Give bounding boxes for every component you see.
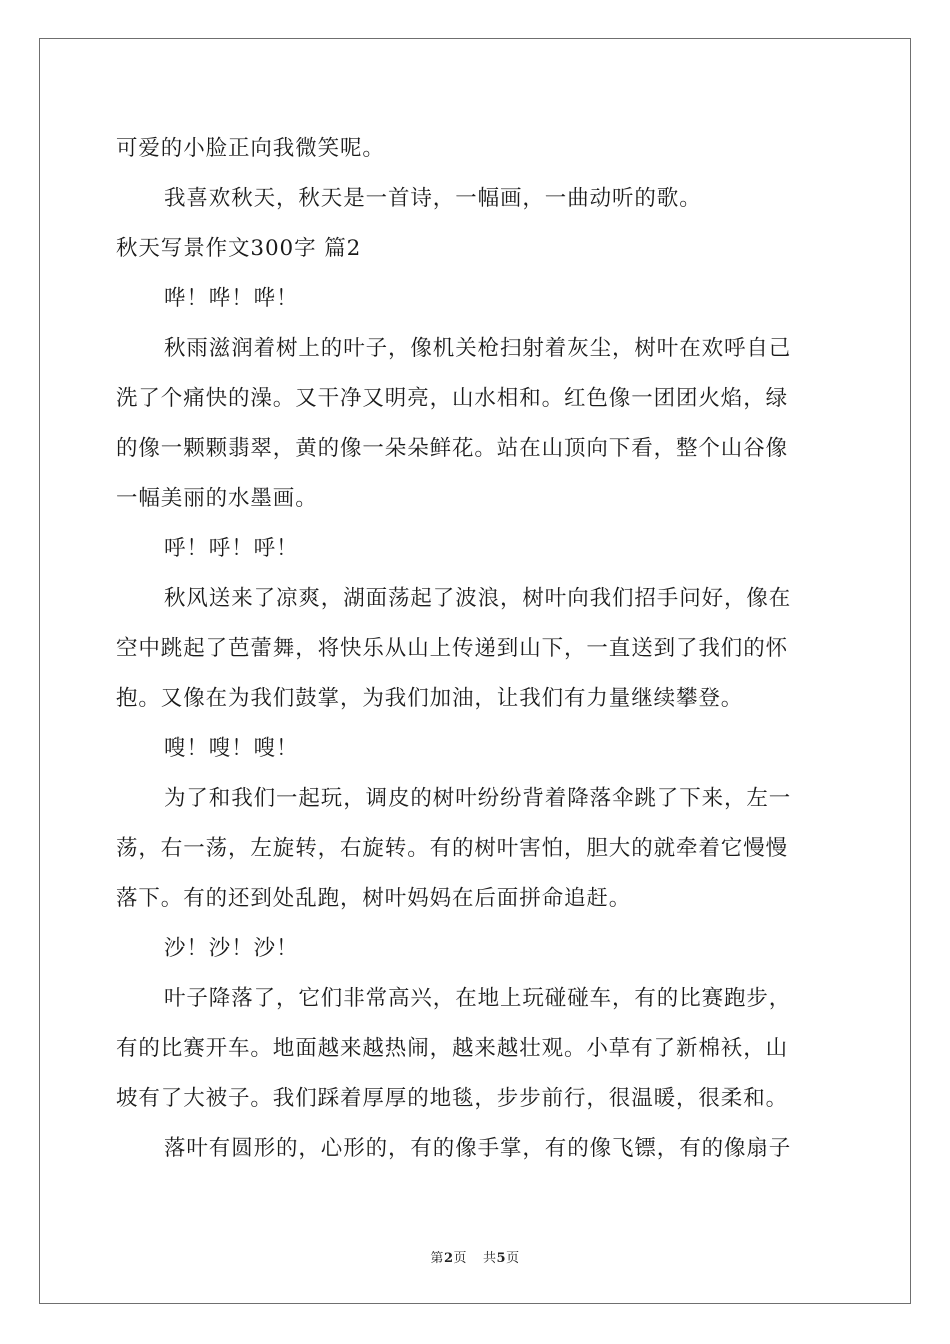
text-line-11: 空中跳起了芭蕾舞，将快乐从山上传递到山下，一直送到了我们的怀 bbox=[116, 636, 789, 661]
text-line-7: 的像一颗颗翡翠，黄的像一朵朵鲜花。站在山顶向下看，整个山谷像 bbox=[116, 436, 789, 461]
text-line-1: 可爱的小脸正向我微笑呢。 bbox=[116, 136, 385, 161]
text-line-16: 落下。有的还到处乱跑，树叶妈妈在后面拼命追赶。 bbox=[116, 886, 632, 911]
text-line-18: 叶子降落了，它们非常高兴，在地上玩碰碰车，有的比赛跑步， bbox=[164, 986, 792, 1011]
text-line-21: 落叶有圆形的，心形的，有的像手掌，有的像飞镖，有的像扇子 bbox=[164, 1136, 792, 1161]
page-footer bbox=[0, 1247, 950, 1266]
text-line-5: 秋雨滋润着树上的叶子，像机关枪扫射着灰尘，树叶在欢呼自己 bbox=[164, 336, 792, 361]
footer-page-prefix: 第 bbox=[430, 1251, 444, 1266]
text-line-14: 为了和我们一起玩，调皮的树叶纷纷背着降落伞跳了下来，左一 bbox=[164, 786, 792, 811]
text-line-8: 一幅美丽的水墨画。 bbox=[116, 486, 318, 511]
text-line-20: 坡有了大被子。我们踩着厚厚的地毯，步步前行，很温暖，很柔和。 bbox=[116, 1086, 789, 1111]
footer-page-suffix: 页 bbox=[453, 1251, 467, 1266]
footer-total-suffix: 页 bbox=[506, 1251, 520, 1266]
text-line-4: 哗！哗！哗！ bbox=[164, 286, 299, 311]
text-line-6: 洗了个痛快的澡。又干净又明亮，山水相和。红色像一团团火焰，绿 bbox=[116, 386, 789, 411]
section-heading: 秋天写景作文300字 篇2 bbox=[116, 236, 362, 261]
text-line-17: 沙！沙！沙！ bbox=[164, 936, 299, 961]
footer-page-number: 2 bbox=[443, 1251, 454, 1266]
text-line-15: 荡，右一荡，左旋转，右旋转。有的树叶害怕，胆大的就牵着它慢慢 bbox=[116, 836, 789, 861]
text-line-19: 有的比赛开车。地面越来越热闹，越来越壮观。小草有了新棉袄，山 bbox=[116, 1036, 789, 1061]
text-line-9: 呼！呼！呼！ bbox=[164, 536, 299, 561]
text-line-10: 秋风送来了凉爽，湖面荡起了波浪，树叶向我们招手问好，像在 bbox=[164, 586, 792, 611]
text-line-12: 抱。又像在为我们鼓掌，为我们加油，让我们有力量继续攀登。 bbox=[116, 686, 744, 711]
text-line-2: 我喜欢秋天，秋天是一首诗，一幅画，一曲动听的歌。 bbox=[164, 186, 702, 211]
footer-total-prefix: 共 bbox=[483, 1251, 497, 1266]
footer-total-pages: 5 bbox=[496, 1251, 507, 1266]
text-line-13: 嗖！嗖！嗖！ bbox=[164, 736, 299, 761]
